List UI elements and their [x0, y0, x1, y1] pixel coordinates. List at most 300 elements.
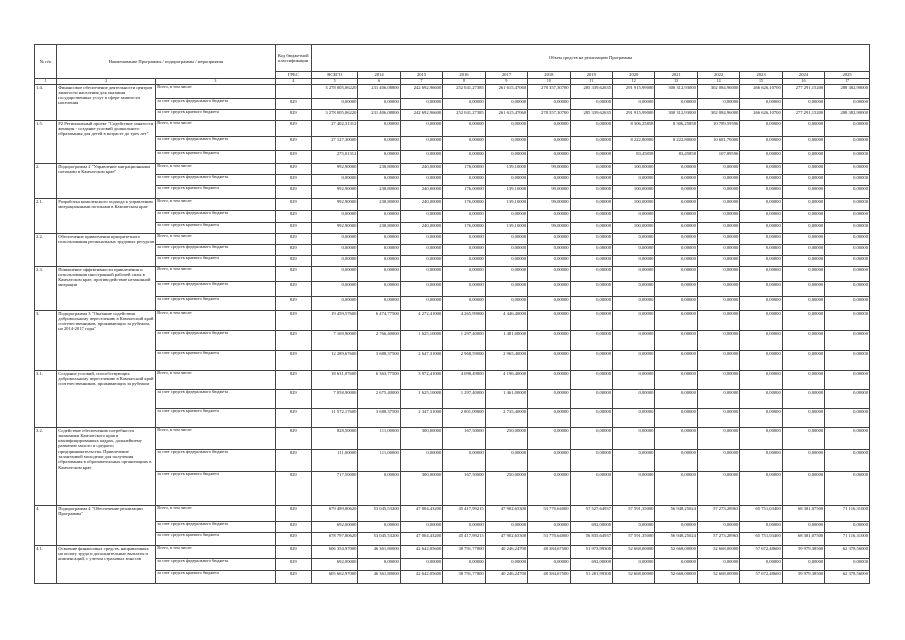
year-amount: 100,00000	[613, 198, 655, 210]
year-amount: 0,00000	[655, 163, 697, 174]
year-amount: 2 766,40000	[358, 330, 400, 350]
grbs-code: 829	[275, 408, 311, 427]
column-number: 6	[358, 79, 400, 85]
year-amount: 0,00000	[825, 471, 870, 505]
year-amount: 0,00000	[740, 558, 782, 570]
row-index: 1.4.	[35, 84, 57, 120]
year-amount: 0,00000	[358, 120, 400, 136]
year-amount: 3 688,37500	[358, 350, 400, 370]
year-amount: 71 116,31000	[825, 505, 870, 521]
row-index: 3.2.	[35, 427, 57, 505]
year-amount: 0,00000	[782, 255, 824, 266]
year-amount: 0,00000	[782, 350, 824, 370]
year-amount: 0,00000	[443, 521, 485, 532]
header-grbs: ГРБС	[275, 72, 311, 79]
grbs-code: 829	[275, 136, 311, 150]
year-amount: 0,00000	[740, 174, 782, 185]
year-amount: 0,00000	[655, 558, 697, 570]
year-amount: 0,00000	[825, 185, 870, 198]
year-amount: 0,00000	[782, 427, 824, 449]
year-amount: 0,00000	[740, 233, 782, 244]
year-amount: 291 915,99000	[613, 109, 655, 120]
year-amount: 4 196,40000	[485, 370, 527, 389]
year-amount: 0,00000	[528, 521, 570, 532]
year-amount: 0,00000	[655, 185, 697, 198]
grbs-code: 829	[275, 244, 311, 255]
year-amount: 1 297,40000	[443, 330, 485, 350]
year-amount: 0,00000	[740, 222, 782, 233]
year-amount: 46 361,80000	[358, 545, 400, 558]
header-volume: Объем средств на реализацию Программы	[311, 45, 869, 72]
header-year: 2016	[443, 72, 485, 79]
year-amount: 167,50000	[443, 427, 485, 449]
year-amount: 1 625,10000	[400, 389, 442, 408]
funding-source-label: за счет средств федерального бюджета	[156, 136, 275, 150]
funding-source-label: за счет средств краевого бюджета	[156, 408, 275, 427]
grbs-code: 829	[275, 255, 311, 266]
table-row	[35, 98, 870, 109]
year-amount: 1 481,00000	[485, 330, 527, 350]
year-amount: 0,00000	[825, 266, 870, 281]
year-amount: 0,00000	[697, 266, 739, 281]
year-amount: 57 591,35000	[613, 532, 655, 545]
year-amount: 4 446,40000	[485, 310, 527, 330]
year-amount: 0,00000	[697, 521, 739, 532]
table-row	[35, 370, 870, 389]
column-number: 12	[613, 79, 655, 85]
year-amount: 0,00000	[697, 210, 739, 222]
year-amount: 0,00000	[613, 98, 655, 109]
year-amount: 278 357,30700	[528, 84, 570, 98]
year-amount: 8 306,25858	[655, 120, 697, 136]
year-amount: 0,00000	[528, 255, 570, 266]
year-amount: 52 668,00000	[613, 570, 655, 583]
year-amount: 46 361,80000	[358, 570, 400, 583]
year-amount: 0,00000	[655, 174, 697, 185]
total-amount: 0,00000	[311, 244, 357, 255]
year-amount: 252 041,27385	[443, 84, 485, 98]
year-amount: 107,89596	[697, 150, 739, 163]
year-amount: 0,00000	[485, 150, 527, 163]
funding-source-label: за счет средств федерального бюджета	[156, 521, 275, 532]
budget-table	[34, 44, 870, 584]
grbs-code: 829	[275, 558, 311, 570]
year-amount: 0,00000	[782, 136, 824, 150]
row-index: 2.	[35, 163, 57, 198]
header-total: ВСЕГО	[311, 72, 357, 79]
year-amount: 0,00000	[570, 255, 612, 266]
total-amount: 7 169,90000	[311, 330, 357, 350]
year-amount: 62 378,56000	[825, 570, 870, 583]
grbs-code: 829	[275, 163, 311, 174]
year-amount: 285 339,62635	[570, 84, 612, 98]
year-amount: 0,00000	[655, 281, 697, 296]
year-amount: 0,00000	[825, 163, 870, 174]
year-amount: 2 801,09000	[443, 408, 485, 427]
year-amount: 0,00000	[740, 370, 782, 389]
table-row	[35, 255, 870, 266]
year-amount: 0,00000	[782, 210, 824, 222]
year-amount: 0,00000	[740, 350, 782, 370]
year-amount: 242 692,96600	[400, 109, 442, 120]
year-amount: 0,00000	[740, 120, 782, 136]
year-amount: 0,00000	[782, 185, 824, 198]
year-amount: 0,00000	[740, 521, 782, 532]
year-amount: 0,00000	[443, 136, 485, 150]
year-amount: 0,00000	[740, 255, 782, 266]
year-amount: 0,00000	[613, 350, 655, 370]
year-amount: 8 222,80000	[613, 136, 655, 150]
column-number: 14	[697, 79, 739, 85]
year-amount: 0,00000	[570, 210, 612, 222]
total-amount: 606 354,97000	[311, 545, 357, 558]
year-amount: 0,00000	[613, 408, 655, 427]
year-amount: 0,00000	[697, 408, 739, 427]
year-amount: 0,00000	[655, 389, 697, 408]
year-amount: 0,00000	[697, 244, 739, 255]
year-amount: 53 045,53200	[358, 532, 400, 545]
grbs-code: 829	[275, 350, 311, 370]
year-amount: 0,00000	[655, 244, 697, 255]
year-amount: 0,00000	[740, 198, 782, 210]
funding-source-label: за счет средств краевого бюджета	[156, 222, 275, 233]
year-amount: 57 273,28963	[697, 505, 739, 521]
year-amount: 56 948,25024	[655, 532, 697, 545]
year-amount: 266 626,10700	[740, 109, 782, 120]
year-amount: 0,00000	[613, 310, 655, 330]
year-amount: 0,00000	[443, 210, 485, 222]
year-amount: 0,00000	[528, 449, 570, 471]
year-amount: 240,00000	[400, 198, 442, 210]
year-amount: 0,00000	[613, 521, 655, 532]
total-amount: 27 127,30000	[311, 136, 357, 150]
year-amount: 0,00000	[613, 266, 655, 281]
year-amount: 0,00000	[740, 389, 782, 408]
funding-source-label: за счет средств краевого бюджета	[156, 150, 275, 163]
year-amount: 0,00000	[825, 330, 870, 350]
year-amount: 240,00000	[400, 222, 442, 233]
row-index: 4.	[35, 505, 57, 545]
year-amount: 0,00000	[655, 370, 697, 389]
year-amount: 0,00000	[570, 427, 612, 449]
year-amount: 0,00000	[782, 150, 824, 163]
year-amount: 252 041,27385	[443, 109, 485, 120]
funding-source-label: за счет средств федерального бюджета	[156, 210, 275, 222]
year-amount: 176,00000	[443, 163, 485, 174]
total-amount: 0,00000	[311, 210, 357, 222]
year-amount: 0,00000	[825, 222, 870, 233]
table-row	[35, 532, 870, 545]
table-row	[35, 185, 870, 198]
year-amount: 0,00000	[655, 310, 697, 330]
year-amount: 0,00000	[782, 174, 824, 185]
year-amount: 0,00000	[655, 222, 697, 233]
total-amount: 992,90000	[311, 222, 357, 233]
year-amount: 59 979,38500	[782, 570, 824, 583]
year-amount: 0,00000	[443, 98, 485, 109]
column-number: 8	[443, 79, 485, 85]
year-amount: 4 265,99000	[443, 310, 485, 330]
year-amount: 0,00000	[697, 389, 739, 408]
year-amount: 0,00000	[443, 150, 485, 163]
funding-source-label: Всего, в том числе:	[156, 505, 275, 521]
year-amount: 0,00000	[528, 310, 570, 330]
header-year: 2020	[613, 72, 655, 79]
year-amount: 0,00000	[485, 255, 527, 266]
total-amount: 19 459,57600	[311, 310, 357, 330]
table-row	[35, 198, 870, 210]
year-amount: 10 681,70000	[697, 136, 739, 150]
year-amount: 0,00000	[613, 281, 655, 296]
funding-source-label: за счет средств федерального бюджета	[156, 281, 275, 296]
year-amount: 52 668,00000	[613, 545, 655, 558]
year-amount: 0,00000	[613, 449, 655, 471]
year-amount: 277 291,15200	[782, 109, 824, 120]
year-amount: 0,00000	[400, 281, 442, 296]
year-amount: 0,00000	[443, 244, 485, 255]
year-amount: 0,00000	[825, 233, 870, 244]
year-amount: 0,00000	[570, 281, 612, 296]
year-amount: 0,00000	[782, 198, 824, 210]
year-amount: 0,00000	[400, 150, 442, 163]
table-row	[35, 150, 870, 163]
year-amount: 57 273,28963	[697, 532, 739, 545]
year-amount: 0,00000	[528, 281, 570, 296]
year-amount: 291 915,99000	[613, 84, 655, 98]
grbs-code: 829	[275, 198, 311, 210]
total-amount: 111,00000	[311, 449, 357, 471]
grbs-code: 829	[275, 174, 311, 185]
row-index: 1.5.	[35, 120, 57, 163]
year-amount: 42 642,05600	[400, 570, 442, 583]
year-amount: 0,00000	[358, 281, 400, 296]
year-amount: 0,00000	[570, 98, 612, 109]
grbs-code: 829	[275, 330, 311, 350]
year-amount: 3 972,41000	[400, 370, 442, 389]
year-amount: 0,00000	[825, 310, 870, 330]
total-amount: 0,00000	[311, 98, 357, 109]
year-amount: 0,00000	[782, 266, 824, 281]
year-amount: 100,00000	[613, 163, 655, 174]
header-year: 2021	[655, 72, 697, 79]
year-amount: 266 626,10700	[740, 84, 782, 98]
year-amount: 0,00000	[825, 174, 870, 185]
year-amount: 0,00000	[655, 521, 697, 532]
header-year: 2014	[358, 72, 400, 79]
year-amount: 0,00000	[570, 198, 612, 210]
program-name: Финансовое обеспечение деятельности центров занятости населения для оказания государственных услуг в сфере занятости населения	[57, 84, 156, 120]
table-row	[35, 163, 870, 174]
year-amount: 0,00000	[825, 408, 870, 427]
column-number: 7	[400, 79, 442, 85]
header-year: 2015	[400, 72, 442, 79]
year-amount: 0,00000	[697, 471, 739, 505]
year-amount: 0,00000	[485, 521, 527, 532]
year-amount: 0,00000	[655, 296, 697, 310]
column-number: 11	[570, 79, 612, 85]
year-amount: 0,00000	[400, 210, 442, 222]
year-amount: 0,00000	[613, 370, 655, 389]
year-amount: 0,00000	[782, 370, 824, 389]
year-amount: 0,00000	[655, 198, 697, 210]
year-amount: 38 791,77800	[443, 570, 485, 583]
total-amount: 692,00000	[311, 521, 357, 532]
total-amount: 992,90000	[311, 198, 357, 210]
year-amount: 0,00000	[400, 244, 442, 255]
year-amount: 0,00000	[570, 296, 612, 310]
grbs-code: 829	[275, 310, 311, 330]
year-amount: 0,00000	[782, 281, 824, 296]
year-amount: 1 297,40000	[443, 389, 485, 408]
year-amount: 57 672,48600	[740, 570, 782, 583]
year-amount: 0,00000	[825, 136, 870, 150]
year-amount: 300,00000	[400, 471, 442, 505]
year-amount: 111,00000	[358, 449, 400, 471]
year-amount: 0,00000	[697, 222, 739, 233]
year-amount: 300 312,93000	[655, 109, 697, 120]
year-amount: 0,00000	[825, 244, 870, 255]
year-amount: 285 339,62635	[570, 109, 612, 120]
grbs-code: 829	[275, 150, 311, 163]
program-name: Создание условий, способствующих добровольному переселению в Камчатский край соотечественников, проживающих за рубежом	[57, 370, 156, 427]
year-amount: 288 382,90000	[825, 109, 870, 120]
year-amount: 52 668,00000	[655, 545, 697, 558]
year-amount: 302 084,96000	[697, 84, 739, 98]
year-amount: 0,00000	[528, 370, 570, 389]
year-amount: 2 968,59000	[443, 350, 485, 370]
year-amount: 238,80000	[358, 222, 400, 233]
year-amount: 0,00000	[697, 370, 739, 389]
year-amount: 0,00000	[570, 330, 612, 350]
column-number: 13	[655, 79, 697, 85]
year-amount: 52 668,00000	[697, 545, 739, 558]
year-amount: 0,00000	[400, 255, 442, 266]
funding-source-label: Всего, в том числе:	[156, 310, 275, 330]
year-amount: 0,00000	[570, 174, 612, 185]
year-amount: 0,00000	[613, 296, 655, 310]
year-amount: 0,00000	[485, 136, 527, 150]
year-amount: 0,00000	[655, 98, 697, 109]
year-amount: 38 791,77800	[443, 545, 485, 558]
grbs-code: 829	[275, 427, 311, 449]
year-amount: 0,00000	[485, 210, 527, 222]
year-amount: 6 474,77500	[358, 310, 400, 330]
year-amount: 139,10000	[485, 163, 527, 174]
year-amount: 2 675,40000	[358, 389, 400, 408]
year-amount: 0,00000	[655, 255, 697, 266]
year-amount: 0,00000	[570, 233, 612, 244]
year-amount: 0,00000	[358, 255, 400, 266]
year-amount: 99,00000	[528, 185, 570, 198]
total-amount: 3 278 005,06220	[311, 109, 357, 120]
year-amount: 0,00000	[655, 408, 697, 427]
funding-source-label: Всего, в том числе:	[156, 84, 275, 98]
year-amount: 0,00000	[528, 266, 570, 281]
year-amount: 53 770,64000	[528, 505, 570, 521]
year-amount: 83,45858	[655, 150, 697, 163]
table-row	[35, 330, 870, 350]
year-amount: 0,00000	[358, 471, 400, 505]
year-amount: 0,00000	[613, 174, 655, 185]
year-amount: 277 291,15200	[782, 84, 824, 98]
year-amount: 48 384,67500	[528, 570, 570, 583]
year-amount: 51 281,99300	[570, 570, 612, 583]
year-amount: 176,00000	[443, 222, 485, 233]
header-year: 2023	[740, 72, 782, 79]
column-number: 17	[825, 79, 870, 85]
year-amount: 71 116,31000	[825, 532, 870, 545]
year-amount: 0,00000	[655, 266, 697, 281]
year-amount: 0,00000	[613, 558, 655, 570]
grbs-code: 829	[275, 296, 311, 310]
year-amount: 0,00000	[825, 281, 870, 296]
year-amount: 45 417,99215	[443, 532, 485, 545]
year-amount: 6 363,77500	[358, 370, 400, 389]
year-amount: 65 751,03400	[740, 505, 782, 521]
grbs-code: 829	[275, 281, 311, 296]
year-amount: 0,00000	[782, 120, 824, 136]
year-amount: 0,00000	[570, 449, 612, 471]
total-amount: 0,00000	[311, 281, 357, 296]
total-amount: 605 662,97000	[311, 570, 357, 583]
year-amount: 42 642,05600	[400, 545, 442, 558]
year-amount: 0,00000	[655, 210, 697, 222]
year-amount: 0,00000	[697, 310, 739, 330]
funding-source-label: за счет средств федерального бюджета	[156, 98, 275, 109]
year-amount: 0,00000	[782, 310, 824, 330]
table-row	[35, 233, 870, 244]
year-amount: 0,00000	[400, 136, 442, 150]
grbs-code: 829	[275, 210, 311, 222]
year-amount: 40 246,24700	[485, 545, 527, 558]
row-index: 3.	[35, 310, 57, 370]
year-amount: 0,00000	[740, 408, 782, 427]
column-number: 4	[275, 79, 311, 85]
year-amount: 83,45858	[613, 150, 655, 163]
year-amount: 0,00000	[443, 558, 485, 570]
table-row	[35, 505, 870, 521]
header-year: 2018	[528, 72, 570, 79]
year-amount: 0,00000	[528, 558, 570, 570]
funding-source-label: за счет средств краевого бюджета	[156, 570, 275, 583]
year-amount: 238,80000	[358, 185, 400, 198]
year-amount: 0,00000	[485, 174, 527, 185]
year-amount: 0,00000	[485, 266, 527, 281]
year-amount: 0,00000	[485, 98, 527, 109]
year-amount: 0,00000	[443, 449, 485, 471]
year-amount: 48 384,67500	[528, 545, 570, 558]
header-year: 2024	[782, 72, 824, 79]
year-amount: 0,00000	[400, 521, 442, 532]
total-amount: 0,00000	[311, 174, 357, 185]
year-amount: 0,00000	[782, 521, 824, 532]
year-amount: 0,00000	[825, 350, 870, 370]
grbs-code: 829	[275, 545, 311, 558]
year-amount: 0,00000	[358, 150, 400, 163]
year-amount: 0,00000	[358, 174, 400, 185]
total-amount: 27 402,31312	[311, 120, 357, 136]
year-amount: 8 306,25858	[613, 120, 655, 136]
year-amount: 139,10000	[485, 185, 527, 198]
row-index: 4.1.	[35, 545, 57, 583]
column-number: 3	[156, 79, 275, 85]
year-amount: 52 668,00000	[697, 570, 739, 583]
program-name: Освоение финансовых средств, направленных на оплату труда и дополнительные выплаты и компенсаций, с учетом страховых взносов	[57, 545, 156, 583]
year-amount: 10 789,59596	[697, 120, 739, 136]
year-amount: 4 272,41000	[400, 310, 442, 330]
year-amount: 53 770,64000	[528, 532, 570, 545]
grbs-code: 829	[275, 505, 311, 521]
